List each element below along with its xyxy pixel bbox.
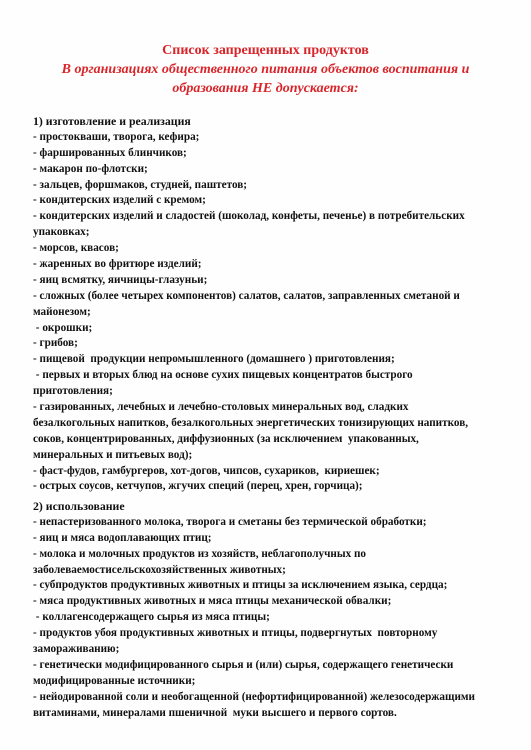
list-item-line: - фаст-фудов, гамбургеров, хот-догов, чипсов, сухариков, кириешек;	[33, 464, 380, 477]
list-item-line: - острых соусов, кетчупов, жгучих специй (перец, хрен, горчица);	[33, 480, 363, 493]
document-subtitle: В организациях общественного питания объектов воспитания и образования НЕ допускается:	[61, 62, 470, 96]
list-item-line: соков, концентрированных, диффузионных (за исключением упакованных,	[33, 432, 419, 445]
list-item-line: - морсов, квасов;	[33, 242, 119, 255]
list-item-line: минеральных и питьевых вод);	[33, 448, 193, 461]
list-item-line: - генетически модифицированного сырья и (или) сырья, содержащего генетически	[33, 658, 454, 671]
list-item-line: - грибов;	[33, 337, 78, 350]
list-item-line: безалкогольных напитков, безалкогольных энергетических тонизирующих напитков,	[33, 416, 469, 429]
list-item-line: приготовления;	[33, 385, 113, 398]
list-item-line: - макарон по-флотски;	[33, 162, 148, 175]
list-item-line: - первых и вторых блюд на основе сухих пищевых концентратов быстрого	[33, 369, 413, 382]
list-item-line: упаковках;	[33, 226, 90, 239]
list-item-line: - нейодированной соли и необогащенной (нефортифицированной) железосодержащими	[33, 690, 475, 703]
list-item-line: - окрошки;	[33, 321, 93, 334]
list-item-line: витаминами, минералами пшеничной муки высшего и первого сортов.	[33, 706, 397, 719]
list-item-line: - коллагенсодержащего сырья из мяса птицы;	[33, 611, 270, 624]
list-item-line: - непастеризованного молока, творога и сметаны без термической обработки;	[33, 515, 427, 528]
list-item-line: замораживанию;	[33, 643, 120, 656]
list-item-line: - субпродуктов продуктивных животных и птицы за исключением языка, сердца;	[33, 579, 448, 592]
list-item-line: модифицированные источники;	[33, 674, 196, 687]
list-item-line: - жаренных во фритюре изделий;	[33, 258, 202, 271]
section-list	[33, 515, 503, 722]
section-manufacturing	[33, 114, 503, 495]
section-heading: 2) использование	[33, 499, 125, 513]
list-item-line: майонезом;	[33, 305, 91, 318]
list-item-line: - пищевой продукции непромышленного (домашнего ) приготовления;	[33, 353, 395, 366]
list-item-line: - мяса продуктивных животных и мяса птицы механической обвалки;	[33, 595, 392, 608]
list-item-line: - кондитерских изделий и сладостей (шоколад, конфеты, печенье) в потребительских	[33, 210, 465, 223]
list-item-line: - яиц и мяса водоплавающих птиц;	[33, 531, 212, 544]
list-item-line: - зальцев, форшмаков, студней, паштетов;	[33, 178, 248, 191]
section-heading: 1) изготовление и реализация	[33, 114, 191, 128]
section-usage	[33, 499, 503, 721]
list-item-line: - молока и молочных продуктов из хозяйств, неблагополучных по	[33, 547, 367, 560]
section-list	[33, 130, 503, 495]
list-item-line: - газированных, лечебных и лечебно-столовых минеральных вод, сладких	[33, 401, 409, 414]
list-item-line: - продуктов убоя продуктивных животных и птицы, подвергнутых повторному	[33, 627, 438, 640]
list-item-line: заболеваемостисельскохозяйственных животных;	[33, 563, 286, 576]
list-item-line: - простокваши, творога, кефира;	[33, 130, 200, 143]
document-title: Список запрещенных продуктов	[162, 43, 369, 58]
list-item-line: - яиц всмятку, яичницы-глазуньи;	[33, 273, 208, 286]
list-item-line: - сложных (более четырех компонентов) салатов, салатов, заправленных сметаной и	[33, 289, 460, 302]
list-item-line: - кондитерских изделий с кремом;	[33, 194, 206, 207]
list-item-line: - фаршированных блинчиков;	[33, 146, 187, 159]
